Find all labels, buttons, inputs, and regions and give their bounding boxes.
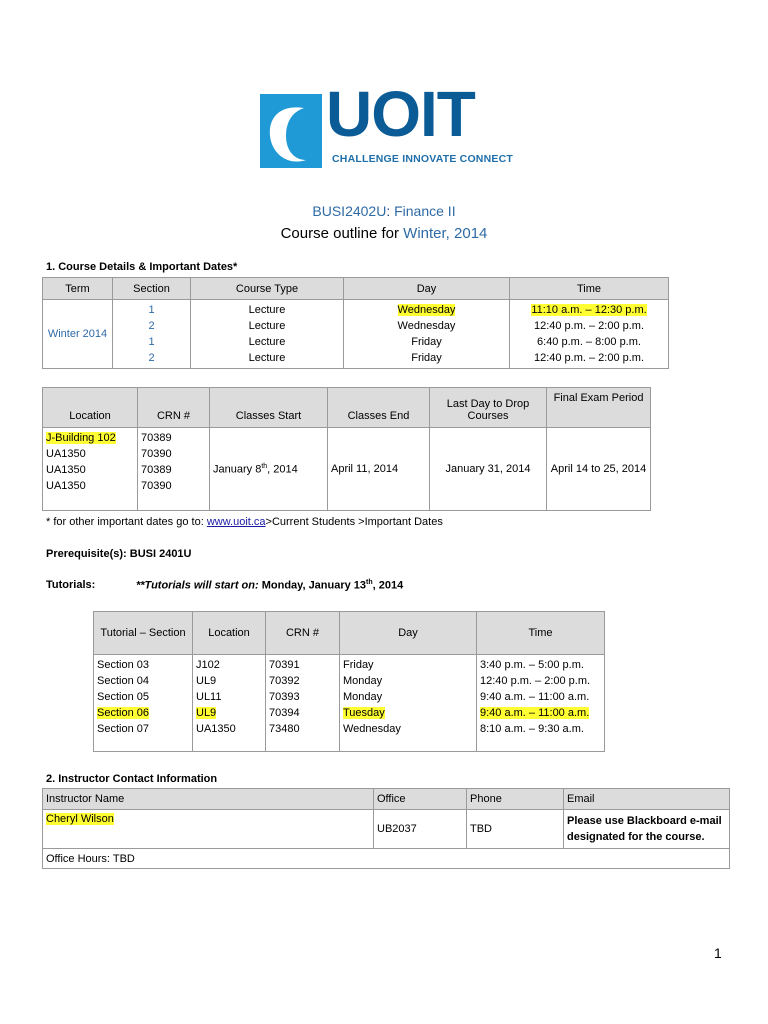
section1-heading: 1. Course Details & Important Dates* (46, 261, 238, 273)
instructor-name: Cheryl Wilson (46, 813, 114, 825)
course-details-table: Term Section Course Type Day Time Winter 2014 1 2 1 2 Lecture Lecture Lecture Lecture Wednesday Wednesday Friday Friday 11:10 a.m. – 12:30 p.m. 12:40 p.m. – 2:00 p.m. 6:40 p.m. – 8:00 p.m. 12:40 p.m. – 2:00 p.m. (42, 277, 669, 369)
logo-tagline: CHALLENGE INNOVATE CONNECT (332, 153, 513, 165)
section2-heading: 2. Instructor Contact Information (46, 773, 218, 785)
logo-wordmark: UOIT (326, 78, 475, 150)
outline-title: Course outline for Winter, 2014 (280, 225, 488, 242)
page-number: 1 (714, 945, 722, 961)
important-dates-note: * for other important dates go to: www.uoit.ca>Current Students >Important Dates (46, 516, 443, 528)
tutorials-table: Tutorial – Section Location CRN # Day Time Section 03 Section 04 Section 05 Section 06 Section 07 J102 UL9 UL11 UL9 UA1350 70391 70392 70393 70394 73480 Friday Monday Monday Tuesday Wednesday 3:40 p.m. – 5:00 p.m. 12:40 p.m. – 2:00 p.m. 9:40 a.m. – 11:00 a.m. 9:40 a.m. – 11:00 a.m. 8:10 a.m. – 9:30 a.m. (93, 611, 605, 752)
tutorials-start: **Tutorials will start on: Monday, January 13th, 2014 (136, 579, 404, 592)
tutorials-label: Tutorials: (46, 579, 96, 591)
prerequisite: Prerequisite(s): BUSI 2401U (46, 548, 192, 560)
dates-table: Location CRN # Classes Start Classes End Last Day to Drop Courses Final Exam Period J-Building 102 UA1350 UA1350 UA1350 70389 70390 70389 70390 January 8th, 2014 April 11, 2014 January 31, 2014 April 14 to 25, 2014 (42, 387, 651, 511)
uoit-link[interactable]: www.uoit.ca (206, 516, 266, 528)
instructor-table: Instructor Name Office Phone Email Cheryl Wilson UB2037 TBD Please use Blackboard e-mail designated for the course. Office Hours: TBD (42, 788, 730, 869)
office-hours: Office Hours: TBD (43, 849, 730, 869)
term-cell: Winter 2014 (43, 300, 113, 369)
course-title: BUSI2402U: Finance II (312, 203, 456, 219)
